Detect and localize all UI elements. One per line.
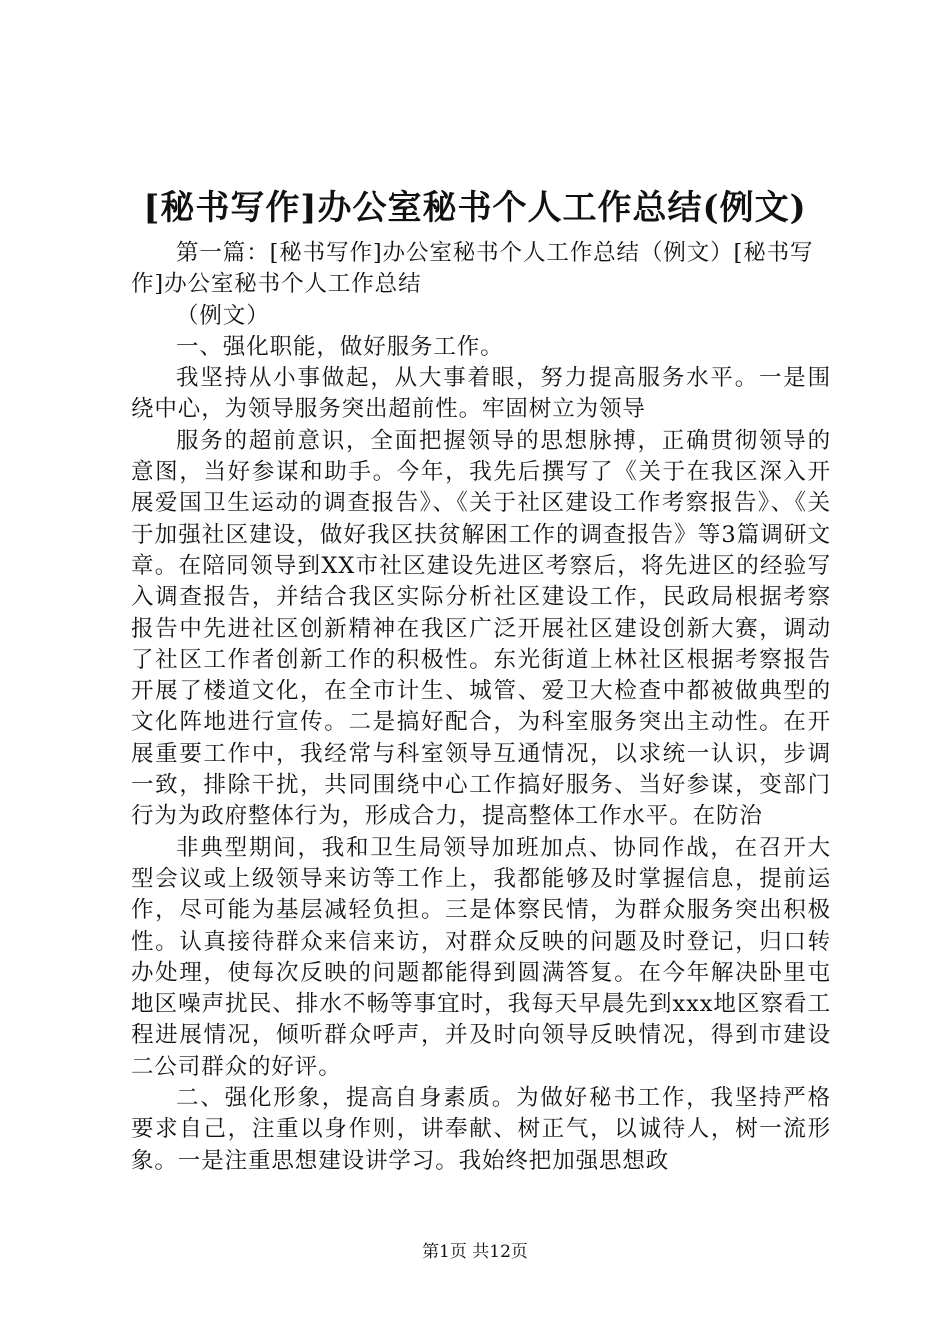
page-number: 第1页 共12页 <box>422 1242 528 1262</box>
section-heading-2: 二、强化形象，提高自身素质。为做好秘书工作，我坚持严格要求自己，注重以身作则，讲奉献、树正气，以诚待人，树一流形象。一是注重思想建设讲学习。我始终把加强思想政 <box>131 1085 831 1174</box>
paragraph-2: 服务的超前意识，全面把握领导的思想脉搏，正确贯彻领导的意图，当好参谋和助手。今年，我先后撰写了《关于在我区深入开展爱国卫生运动的调查报告》、《关于社区建设工作考察报告》、《关于加强社区建设，做好我区扶贫解困工作的调查报告》等3篇调研文章。在陪同领导到XX市社区建设先进区考察后，将先进区的经验写入调查报告，并结合我区实际分析社区建设工作，民政局根据考察报告中先进社区创新精神在我区广泛开展社区建设创新大赛，调动了社区工作者创新工作的积极性。东光街道上林社区根据考察报告开展了楼道文化，在全市计生、城管、爱卫大检查中都被做典型的文化阵地进行宣传。二是搞好配合，为科室服务突出主动性。在开展重要工作中，我经常与科室领导互通情况，以求统一认识，步调一致，排除干扰，共同围绕中心工作搞好服务、当好参谋，变部门行为为政府整体行为，形成合力，提高整体工作水平。在防治 <box>131 427 831 830</box>
paragraph-heading: 第一篇：[秘书写作]办公室秘书个人工作总结（例文）[秘书写作]办公室秘书个人工作总结 <box>131 240 814 298</box>
paragraph-subtitle: （例文） <box>176 302 270 329</box>
document-title: [秘书写作]办公室秘书个人工作总结(例文) <box>143 188 807 228</box>
paragraph-3: 非典型期间，我和卫生局领导加班加点、协同作战，在召开大型会议或上级领导来访等工作上，我都能够及时掌握信息，提前运作，尽可能为基层减轻负担。三是体察民情，为群众服务突出积极性。认真接待群众来信来访，对群众反映的问题及时登记，归口转办处理，使每次反映的问题都能得到圆满答复。在今年解决卧里屯地区噪声扰民、排水不畅等事宜时，我每天早晨先到xxx地区察看工程进展情况，倾听群众呼声，并及时向领导反映情况，得到市建设二公司群众的好评。 <box>131 834 831 1080</box>
paragraph-1: 我坚持从小事做起，从大事着眼，努力提高服务水平。一是围绕中心，为领导服务突出超前性。牢固树立为领导 <box>131 365 831 423</box>
section-heading-1: 一、强化职能，做好服务工作。 <box>176 333 504 360</box>
document-body <box>131 238 831 1177</box>
